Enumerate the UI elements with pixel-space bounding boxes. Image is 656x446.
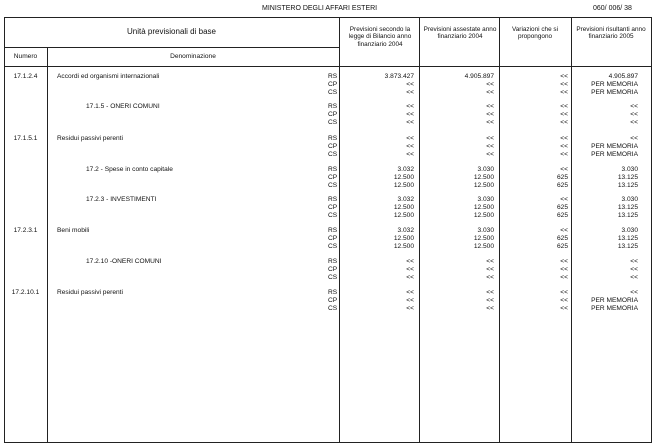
row-type-code: RS [328, 227, 338, 234]
value-assestate: << [486, 88, 494, 96]
value-assestate: 3.030 [477, 196, 494, 203]
row-denominazione: Accordi ed organismi internazionali [57, 73, 160, 80]
value-risultanti: 13.125 [617, 173, 638, 181]
value-variazioni: << [560, 110, 568, 118]
value-risultanti: << [630, 135, 638, 142]
value-prev-2004: << [406, 273, 414, 281]
value-risultanti: << [630, 103, 638, 110]
value-risultanti: << [630, 118, 638, 126]
value-variazioni: << [560, 73, 568, 80]
value-assestate: << [486, 150, 494, 158]
value-variazioni: 625 [556, 203, 568, 211]
header-numero: Numero [13, 53, 38, 60]
row-type-code: CP [328, 173, 338, 181]
value-risultanti: 13.125 [617, 181, 638, 189]
value-assestate: << [486, 273, 494, 281]
value-assestate: 12.500 [473, 242, 494, 250]
row-type-code: RS [328, 73, 338, 80]
value-variazioni: << [560, 258, 568, 265]
value-risultanti: << [630, 265, 638, 273]
row-denominazione: 17.1.5 - ONERI COMUNI [86, 103, 160, 110]
value-risultanti: 13.125 [617, 234, 638, 242]
row-numero: 17.2.10.1 [11, 289, 40, 296]
value-prev-2004: << [406, 110, 414, 118]
page-reference: 060/ 006/ 38 [593, 5, 632, 12]
row-type-code: CP [328, 80, 338, 88]
header-risultanti: Previsioni risultanti anno finanziario 2005 [576, 26, 646, 41]
value-variazioni: << [560, 273, 568, 281]
value-variazioni: 625 [556, 173, 568, 181]
value-prev-2004: 3.032 [397, 227, 414, 234]
value-variazioni: << [560, 150, 568, 158]
row-type-code: CS [328, 273, 338, 281]
value-variazioni: << [560, 80, 568, 88]
header-denominazione: Denominazione [170, 53, 216, 60]
row-type-code: RS [328, 135, 338, 142]
row-denominazione: 17.2 - Spese in conto capitale [86, 166, 173, 173]
value-prev-2004: << [406, 289, 414, 296]
value-assestate: << [486, 135, 494, 142]
value-variazioni: 625 [556, 242, 568, 250]
value-assestate: 4.905.897 [464, 73, 494, 80]
value-variazioni: << [560, 227, 568, 234]
value-assestate: 3.030 [477, 166, 494, 173]
row-type-code: CS [328, 150, 338, 158]
row-type-code: RS [328, 289, 338, 296]
row-numero: 17.1.5.1 [13, 135, 38, 142]
value-assestate: << [486, 80, 494, 88]
row-type-code: RS [328, 196, 338, 203]
value-variazioni: 625 [556, 211, 568, 219]
row-numero: 17.1.2.4 [13, 73, 38, 80]
value-assestate: << [486, 103, 494, 110]
value-variazioni: << [560, 196, 568, 203]
value-prev-2004: << [406, 265, 414, 273]
value-prev-2004: << [406, 118, 414, 126]
value-prev-2004: 12.500 [393, 203, 414, 211]
header-assestate: Previsioni assestate anno finanziario 2004 [423, 26, 497, 41]
value-prev-2004: 3.032 [397, 196, 414, 203]
group-title: Unità previsionali di base [127, 27, 216, 36]
value-variazioni: 625 [556, 234, 568, 242]
value-assestate: << [486, 304, 494, 312]
value-prev-2004: 12.500 [393, 173, 414, 181]
row-type-code: CP [328, 142, 338, 150]
row-type-code: CS [328, 181, 338, 189]
value-prev-2004: << [406, 258, 414, 265]
value-assestate: 3.030 [477, 227, 494, 234]
value-variazioni: << [560, 135, 568, 142]
value-assestate: 12.500 [473, 173, 494, 181]
value-variazioni: << [560, 289, 568, 296]
ministry-title: MINISTERO DEGLI AFFARI ESTERI [262, 5, 378, 12]
value-prev-2004: << [406, 135, 414, 142]
value-assestate: 12.500 [473, 211, 494, 219]
value-prev-2004: 12.500 [393, 234, 414, 242]
row-type-code: RS [328, 103, 338, 110]
value-assestate: 12.500 [473, 181, 494, 189]
value-assestate: << [486, 110, 494, 118]
row-type-code: RS [328, 166, 338, 173]
value-risultanti: << [630, 258, 638, 265]
value-assestate: << [486, 258, 494, 265]
value-risultanti: << [630, 110, 638, 118]
value-prev-2004: << [406, 103, 414, 110]
value-risultanti: 13.125 [617, 203, 638, 211]
value-variazioni: << [560, 296, 568, 304]
row-type-code: RS [328, 258, 338, 265]
value-variazioni: << [560, 142, 568, 150]
value-prev-2004: 3.032 [397, 166, 414, 173]
value-risultanti: PER MEMORIA [591, 296, 638, 304]
value-prev-2004: << [406, 150, 414, 158]
value-risultanti: 3.030 [621, 227, 638, 234]
value-assestate: << [486, 118, 494, 126]
value-risultanti: << [630, 273, 638, 281]
value-assestate: << [486, 296, 494, 304]
value-prev-2004: << [406, 80, 414, 88]
row-denominazione: 17.2.10 -ONERI COMUNI [86, 258, 162, 265]
header-group-rule [4, 47, 340, 48]
value-variazioni: << [560, 304, 568, 312]
value-assestate: << [486, 142, 494, 150]
value-prev-2004: << [406, 88, 414, 96]
value-prev-2004: << [406, 296, 414, 304]
value-risultanti: 13.125 [617, 242, 638, 250]
header-bottom-rule [4, 66, 652, 67]
table-right-border [651, 17, 652, 443]
value-risultanti: 3.030 [621, 166, 638, 173]
value-variazioni: << [560, 166, 568, 173]
row-denominazione: Residui passivi perenti [57, 289, 123, 296]
row-denominazione: Beni mobili [57, 227, 90, 234]
value-risultanti: PER MEMORIA [591, 142, 638, 150]
value-risultanti: PER MEMORIA [591, 88, 638, 96]
value-risultanti: PER MEMORIA [591, 150, 638, 158]
header-prev-2004: Previsioni secondo la legge di Bilancio anno finanziario 2004 [348, 26, 412, 48]
value-prev-2004: 12.500 [393, 242, 414, 250]
row-type-code: CS [328, 118, 338, 126]
row-type-code: CP [328, 110, 338, 118]
table-bottom-border [4, 442, 652, 443]
value-risultanti: PER MEMORIA [591, 304, 638, 312]
row-type-code: CP [328, 234, 338, 242]
value-risultanti: 13.125 [617, 211, 638, 219]
value-variazioni: << [560, 103, 568, 110]
row-denominazione: Residui passivi perenti [57, 135, 123, 142]
value-variazioni: << [560, 88, 568, 96]
row-numero: 17.2.3.1 [13, 227, 38, 234]
row-type-code: CS [328, 304, 338, 312]
value-assestate: << [486, 289, 494, 296]
value-assestate: << [486, 265, 494, 273]
row-type-code: CS [328, 242, 338, 250]
table-top-border [4, 17, 652, 18]
value-risultanti: << [630, 289, 638, 296]
row-type-code: CS [328, 88, 338, 96]
value-risultanti: 3.030 [621, 196, 638, 203]
value-variazioni: << [560, 118, 568, 126]
row-type-code: CP [328, 296, 338, 304]
value-risultanti: PER MEMORIA [591, 80, 638, 88]
value-prev-2004: 12.500 [393, 211, 414, 219]
value-prev-2004: 12.500 [393, 181, 414, 189]
value-assestate: 12.500 [473, 234, 494, 242]
row-type-code: CS [328, 211, 338, 219]
divider-numero [47, 47, 48, 443]
header-variazioni: Variazioni che si propongono [511, 26, 559, 41]
row-denominazione: 17.2.3 - INVESTIMENTI [86, 196, 157, 203]
value-assestate: 12.500 [473, 203, 494, 211]
value-prev-2004: << [406, 304, 414, 312]
row-type-code: CP [328, 265, 338, 273]
value-prev-2004: 3.873.427 [384, 73, 414, 80]
value-risultanti: 4.905.897 [608, 73, 638, 80]
value-prev-2004: << [406, 142, 414, 150]
value-variazioni: << [560, 265, 568, 273]
row-type-code: CP [328, 203, 338, 211]
value-variazioni: 625 [556, 181, 568, 189]
